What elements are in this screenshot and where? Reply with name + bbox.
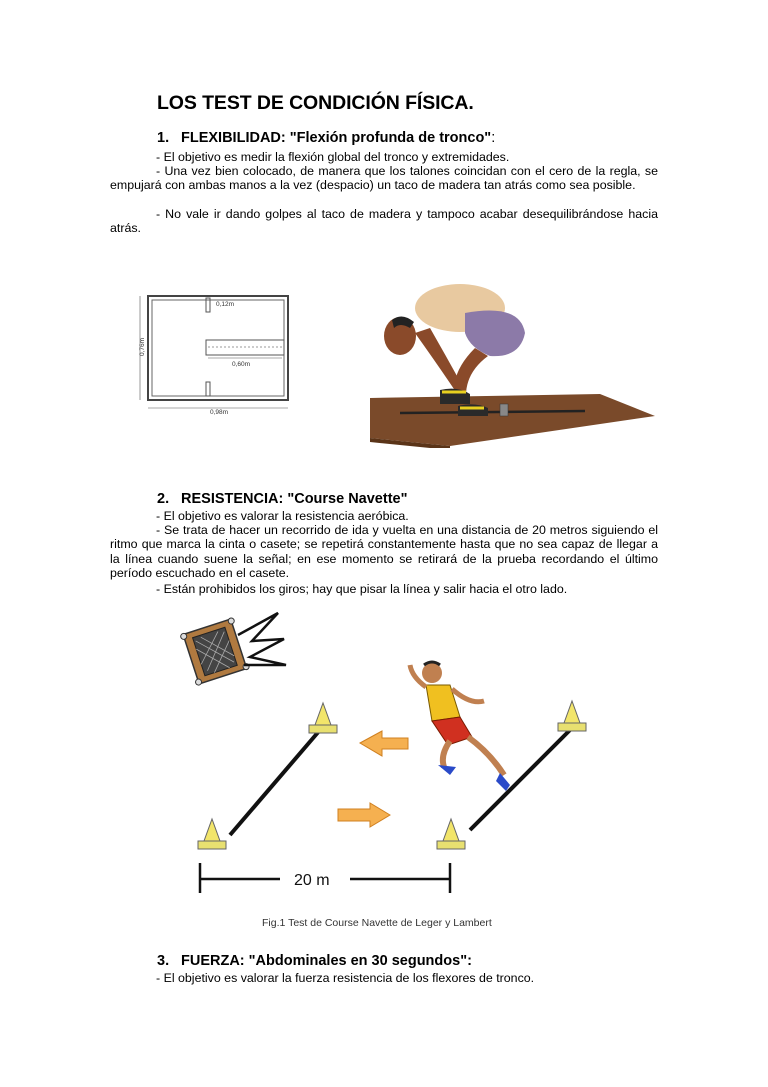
section-2-heading — [157, 491, 407, 507]
section-1-paragraph-3-text: - No vale ir dando golpes al taco de madera y tampoco acabar desequilibrándose hacia atrás. — [110, 207, 658, 236]
cone-icon — [309, 703, 337, 733]
section-1-paragraph-2-text: - Una vez bien colocado, de manera que los talones coincidan con el cero de la regla, se empujará con ambas manos a la vez (despacio) un taco de madera tan atrás como sea posible. — [110, 164, 658, 193]
sound-burst-icon — [238, 613, 286, 665]
left-line — [230, 730, 320, 835]
course-navette-figure — [160, 605, 600, 935]
cassette-icon — [180, 617, 250, 686]
flexibility-box-diagram — [136, 290, 296, 420]
section-2-title: RESISTENCIA: "Course Navette" — [181, 491, 408, 507]
flexion-athlete-illustration — [370, 278, 660, 448]
runner-icon — [410, 662, 510, 791]
ruler-board — [206, 340, 284, 355]
wood-board — [370, 394, 655, 446]
section-3-heading — [157, 953, 472, 969]
section-3-paragraph-1: - El objetivo es valorar la fuerza resistencia de los flexores de tronco. — [156, 971, 535, 985]
bottom-marker — [206, 382, 210, 396]
section-1-paragraph-3 — [110, 207, 658, 236]
dim-top-label: 0,12m — [216, 301, 235, 308]
section-1-paragraph-2 — [110, 164, 658, 193]
section-1-heading — [157, 130, 495, 146]
section-2-paragraph-3: - Están prohibidos los giros; hay que pisar la línea y salir hacia el otro lado. — [156, 582, 568, 596]
box-outer — [148, 296, 288, 400]
wood-block — [500, 404, 508, 416]
section-1-title: FLEXIBILIDAD: "Flexión profunda de tronco" — [181, 130, 492, 146]
section-1-number: 1. — [157, 130, 170, 146]
cone-icon — [437, 819, 465, 849]
dim-mid-label: 0,60m — [232, 361, 251, 368]
dim-side-label: 0,76m — [139, 337, 146, 356]
dim-bottom-label: 0,98m — [210, 409, 229, 416]
section-3-number: 3. — [157, 953, 170, 969]
section-3-title: FUERZA: "Abdominales en 30 segundos": — [181, 953, 472, 969]
right-line — [470, 730, 570, 830]
box-inner — [152, 300, 284, 396]
arrow-left-icon — [360, 731, 408, 756]
section-2-paragraph-2-text: - Se trata de hacer un recorrido de ida y vuelta en una distancia de 20 metros siguiendo el ritmo que marca la cinta o casete; se repetirá constantemente hasta que no sea capaz de llegar a la línea cuando suene la señal; en ese momento se retirará de la prueba recordando el último período escuchado en el casete. — [110, 523, 658, 581]
document-title: LOS TEST DE CONDICIÓN FÍSICA. — [157, 92, 474, 114]
section-1-paragraph-1: - El objetivo es medir la flexión global del tronco y extremidades. — [156, 150, 510, 164]
section-1-colon: : — [491, 130, 496, 146]
figure-caption: Fig.1 Test de Course Navette de Leger y Lambert — [262, 917, 492, 929]
section-2-paragraph-1: - El objetivo es valorar la resistencia aeróbica. — [156, 509, 409, 523]
arrow-right-icon — [338, 803, 390, 827]
cone-icon — [558, 701, 586, 731]
section-2-number: 2. — [157, 491, 170, 507]
section-2-paragraph-2 — [110, 523, 658, 581]
cone-icon — [198, 819, 226, 849]
distance-label: 20 m — [294, 872, 330, 889]
